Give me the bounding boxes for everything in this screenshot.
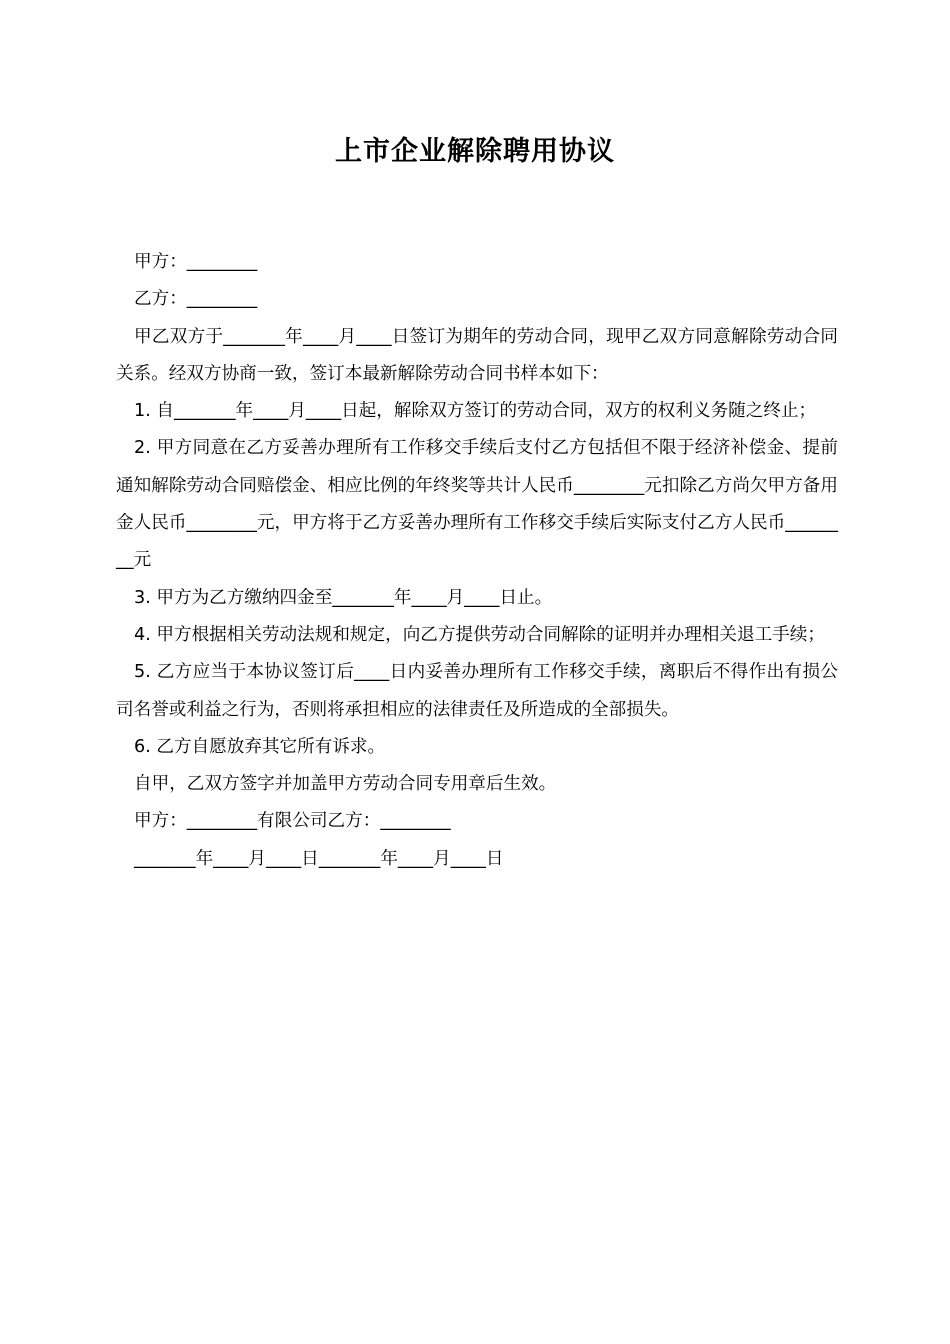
clause-2: 2. 甲方同意在乙方妥善办理所有工作移交手续后支付乙方包括但不限于经济补偿金、提前通知解除劳动合同赔偿金、相应比例的年终奖等共计人民币________元扣除乙方尚欠甲方备用金人民币________元，甲方将于乙方妥善办理所有工作移交手续后实际支付乙方人民币________元 — [116, 438, 838, 571]
intro-paragraph: 甲乙双方于_______年____月____日签订为期年的劳动合同，现甲乙双方同意解除劳动合同关系。经双方协商一致，签订本最新解除劳动合同书样本如下： — [116, 326, 838, 384]
party-b-line: 乙方：________ — [134, 289, 258, 310]
clause-5: 5. 乙方应当于本协议签订后____日内妥善办理所有工作移交手续，离职后不得作出有损公司名誉或利益之行为，否则将承担相应的法律责任及所造成的全部损失。 — [116, 662, 838, 720]
clause-3: 3. 甲方为乙方缴纳四金至_______年____月____日止。 — [134, 587, 553, 608]
clause-6: 6. 乙方自愿放弃其它所有诉求。 — [134, 736, 386, 757]
clause-4: 4. 甲方根据相关劳动法规和规定，向乙方提供劳动合同解除的证明并办理相关退工手续； — [134, 624, 825, 645]
clause-1: 1. 自_______年____月____日起，解除双方签订的劳动合同，双方的权利义务随之终止； — [134, 401, 817, 422]
effective-statement: 自甲，乙双方签字并加盖甲方劳动合同专用章后生效。 — [134, 774, 557, 795]
document-body — [116, 244, 838, 878]
document-title: 上市企业解除聘用协议 — [335, 136, 615, 167]
party-a-line: 甲方：________ — [134, 252, 258, 272]
signature-line: 甲方：________有限公司乙方：________ — [134, 811, 451, 832]
date-line: _______年____月____日_______年____月____日 — [134, 848, 504, 869]
